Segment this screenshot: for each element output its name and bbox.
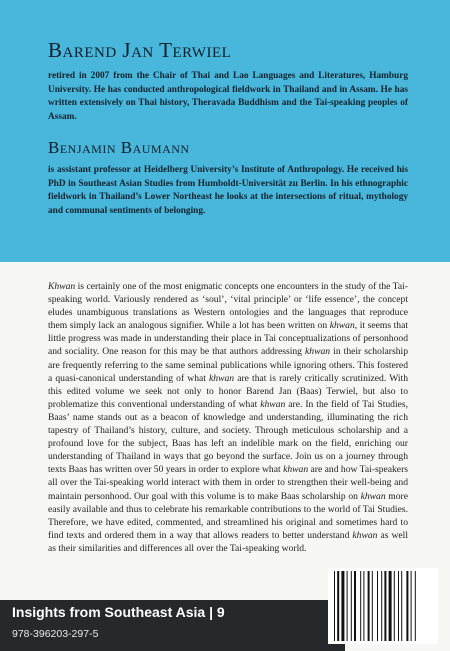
- term-khwan: khwan: [329, 320, 355, 332]
- term-khwan: khwan: [352, 529, 378, 541]
- barcode-icon: [332, 571, 434, 641]
- term-khwan: khwan: [360, 490, 386, 502]
- blurb-text: is certainly one of the most enigmatic concepts one encounters in the study of the Tai-speaking world. Variously rendered as ‘soul’, ‘vital principle’ or ‘life essence’, the concept eludes unambiguous translations as Western ontologies and the languages that reproduce them simply lack an analogous signifier. While a lot has been written on: [48, 281, 408, 332]
- series-band: [0, 600, 345, 651]
- author-info-band: [0, 0, 450, 262]
- author-name: Benjamin Baumann: [48, 138, 190, 157]
- blurb-text: are. In the field of Tai Studies, Baas’ name stands out as a beacon of knowledge and understanding, illuminating the rich tapestry of Thailand’s history, culture, and society. Through meticulous scholarship and a profound love for the subject, Baas has left an indelible mark on the field, enriching our understanding of Thailand in ways that go beyond the surface. Join us on a journey through texts Baas has written over 50 years in order to explore what: [48, 398, 409, 476]
- blurb-text: more easily available and thus to celebrate his remarkable contributions to the world of Tai Studies. Therefore, we have edited, commented, and streamlined his original and sometimes hard to find texts and ordered them in a way that allows readers to better understand: [48, 490, 408, 541]
- term-khwan: khwan: [305, 346, 331, 358]
- blurb-text: , it seems that little progress was made in understanding their place in Tai conceptualizations of personhood and sociality. One reason for this may be that authors addressing: [48, 320, 408, 358]
- barcode: [328, 568, 438, 644]
- term-khwan: khwan: [209, 372, 235, 384]
- author-name: Barend Jan Terwiel: [48, 38, 232, 62]
- term-khwan: Khwan: [48, 281, 76, 292]
- term-khwan: khwan: [260, 398, 286, 410]
- blurb-text: as well as their similarities and differences all over the Tai-speaking world.: [48, 529, 408, 554]
- term-khwan: khwan: [283, 464, 309, 476]
- author-bio: is assistant professor at Heidelberg University’s Institute of Anthropology. He received his PhD in Southeast Asian Studies from Humboldt-Universität zu Berlin. In his ethnographic fieldwork in Thailand’s Lower Northeast he looks at the intersections of ritual, mythology and communal sentiments of belonging.: [48, 165, 408, 216]
- blurb-text: are and how Tai-speakers all over the Tai-speaking world interact with them in order to strengthen their well-being and maintain personhood. Our goal with this volume is to make Baas scholarship on: [48, 464, 408, 502]
- series-title: Insights from Southeast Asia | 9: [12, 604, 225, 620]
- blurb-text: in their scholarship are frequently referring to the same seminal publications while ignoring others. This fostered a quasi-canonical understanding of what: [48, 346, 408, 384]
- blurb-text: are that is rarely critically scrutinized. With this edited volume we seek not only to honor Barend Jan (Baas) Terwiel, but also to problematize this conventional understanding of what: [48, 372, 408, 410]
- isbn-number: 978-396203-297-5: [12, 628, 99, 640]
- back-cover-blurb: [48, 280, 408, 555]
- author-bio: retired in 2007 from the Chair of Thai and Lao Languages and Literatures, Hamburg University. He has conducted anthropological fieldwork in Thailand and in Assam. He has written extensively on Thai history, Theravada Buddhism and the Tai-speaking peoples of Assam.: [48, 71, 408, 122]
